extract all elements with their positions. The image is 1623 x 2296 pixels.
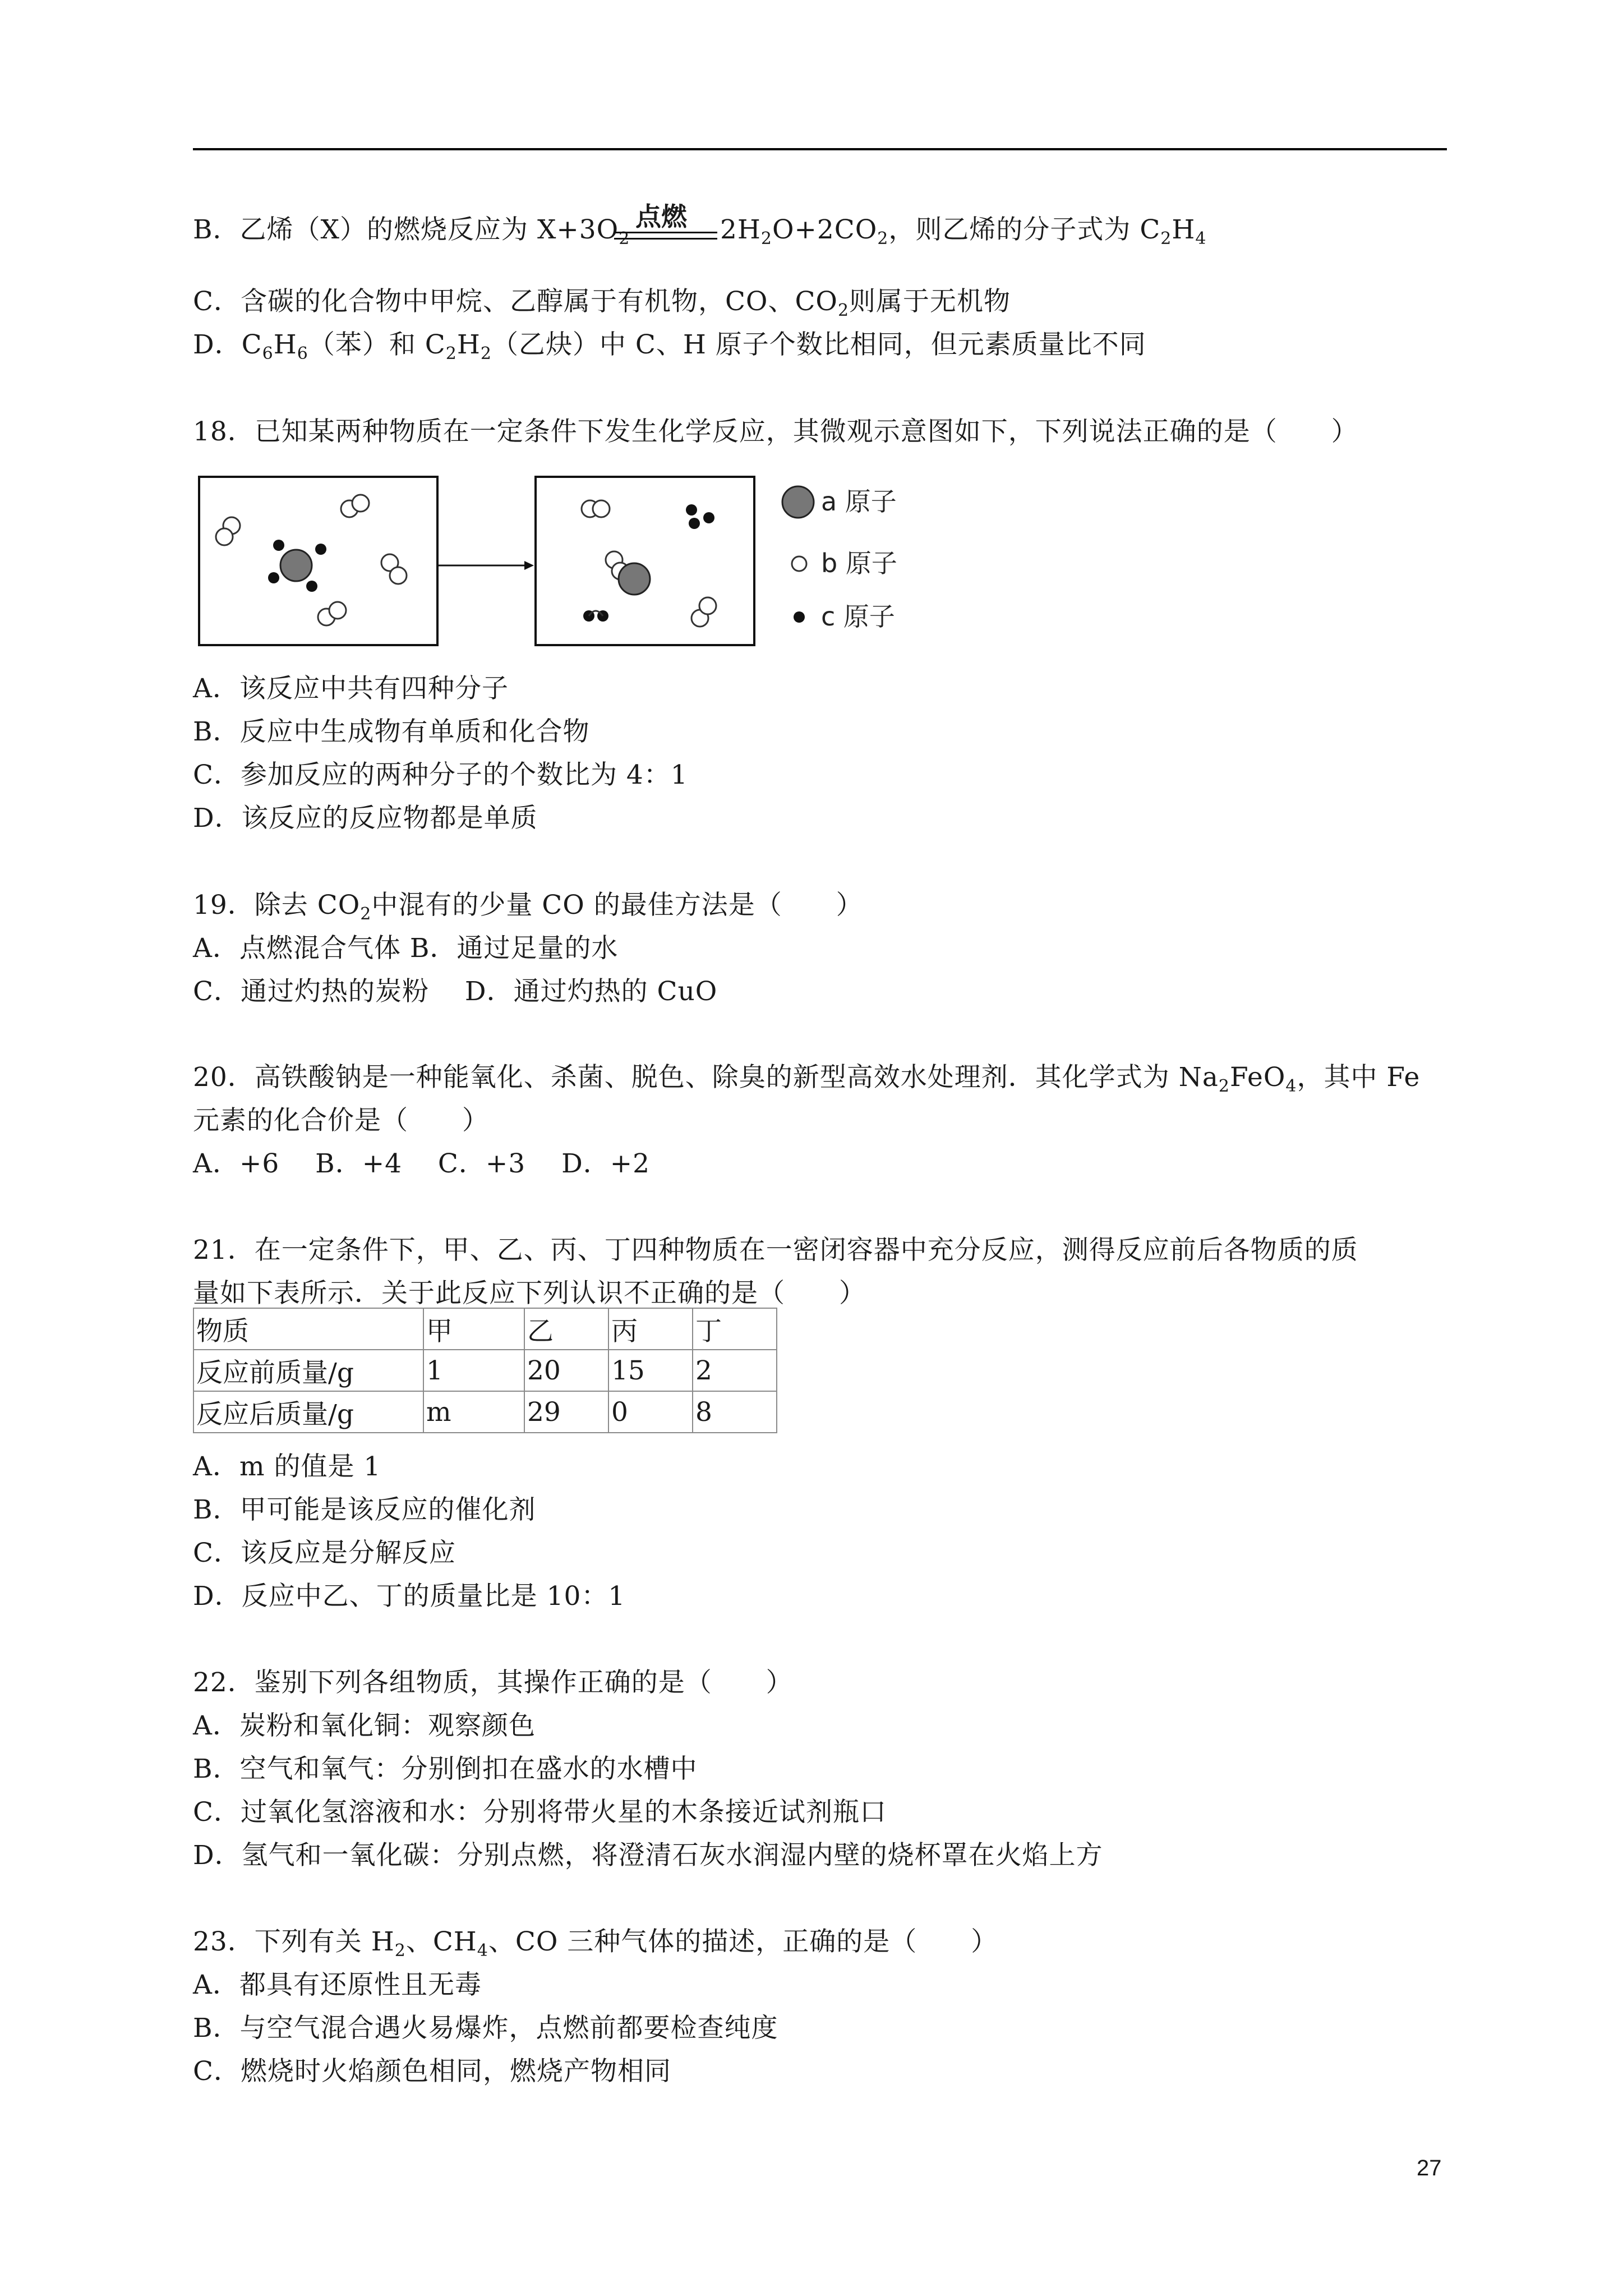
table-row: 反应后质量/g m 29 0 8 xyxy=(193,1391,777,1433)
product-box xyxy=(536,477,754,645)
q18-option-c: C．参加反应的两种分子的个数比为 4：1 xyxy=(193,760,688,790)
q17-option-b: B．乙烯（X）的燃烧反应为 $X+3O_2$ xyxy=(193,214,630,249)
q23-option-a: A．都具有还原性且无毒 xyxy=(193,1970,482,2000)
legend-c: c 原子 xyxy=(821,601,895,632)
legend-a-icon xyxy=(782,486,814,518)
q17b-reaction-condition: 点燃 xyxy=(635,201,687,232)
q23-option-b: B．与空气混合遇火易爆炸，点燃前都要检查纯度 xyxy=(193,2013,778,2044)
q21-option-b: B．甲可能是该反应的催化剂 xyxy=(193,1494,536,1525)
q17-option-b-products: $2H_2O+2CO_2$，则乙烯的分子式为 $C_2H_4$ xyxy=(720,214,1207,249)
header-rule xyxy=(193,148,1447,150)
q21-option-d: D．反应中乙、丁的质量比是 10：1 xyxy=(193,1581,626,1612)
q19-options-cd: C．通过灼热的炭粉 D．通过灼热的 CuO xyxy=(193,976,718,1007)
q17-option-d: D．$C_6H_6$（苯）和 $C_2H_2$（乙炔）中 C、H 原子个数比相同，但元素质量比不同 xyxy=(193,329,1146,364)
q23-stem: 23．下列有关 $H_2$、$CH_4$、CO 三种气体的描述，正确的是（ ） xyxy=(193,1926,998,1961)
q19-options-ab: A．点燃混合气体 B．通过足量的水 xyxy=(193,933,619,964)
q20-stem-1: 20．高铁酸钠是一种能氧化、杀菌、脱色、除臭的新型高效水处理剂．其化学式为 $Na_2FeO_4$，其中 Fe xyxy=(193,1062,1421,1096)
q21-stem-2: 量如下表所示．关于此反应下列认识不正确的是（ ） xyxy=(193,1278,866,1309)
legend-b-icon xyxy=(792,556,806,571)
q19-stem: 19．除去 $CO_2$中混有的少量 CO 的最佳方法是（ ） xyxy=(193,890,863,924)
q22-option-c: C．过氧化氢溶液和水：分别将带火星的木条接近试剂瓶口 xyxy=(193,1797,887,1828)
q17-option-c: C．含碳的化合物中甲烷、乙醇属于有机物，CO、$CO_2$则属于无机物 xyxy=(193,286,1011,320)
table-row: 物质 甲 乙 丙 丁 xyxy=(193,1308,777,1350)
legend-c-icon xyxy=(794,611,805,623)
q23-option-c: C．燃烧时火焰颜色相同，燃烧产物相同 xyxy=(193,2056,671,2087)
page-number: 27 xyxy=(1417,2156,1442,2180)
q21-option-a: A．m 的值是 1 xyxy=(193,1451,381,1482)
q18-option-b: B．反应中生成物有单质和化合物 xyxy=(193,716,590,747)
q22-stem: 22．鉴别下列各组物质，其操作正确的是（ ） xyxy=(193,1667,793,1698)
q17b-text-pre: B．乙烯（X）的燃烧反应为 X+3O xyxy=(193,214,619,245)
legend-b: b 原子 xyxy=(821,548,897,578)
q22-option-d: D．氢气和一氧化碳：分别点燃，将澄清石灰水润湿内壁的烧杯罩在火焰上方 xyxy=(193,1840,1103,1871)
q18-micro-diagram xyxy=(191,471,942,656)
q18-option-a: A．该反应中共有四种分子 xyxy=(193,673,509,704)
q21-option-c: C．该反应是分解反应 xyxy=(193,1538,456,1568)
legend-a: a 原子 xyxy=(821,486,897,517)
q20-options: A．+6 B．+4 C．+3 D．+2 xyxy=(193,1148,651,1179)
q22-option-b: B．空气和氧气：分别倒扣在盛水的水槽中 xyxy=(193,1754,698,1784)
table-row: 反应前质量/g 1 20 15 2 xyxy=(193,1350,777,1391)
q20-stem-2: 元素的化合价是（ ） xyxy=(193,1105,489,1136)
q17b-equals-sign xyxy=(614,232,717,240)
q22-option-a: A．炭粉和氧化铜：观察颜色 xyxy=(193,1710,536,1741)
q18-stem: 18．已知某两种物质在一定条件下发生化学反应，其微观示意图如下，下列说法正确的是（ ） xyxy=(193,416,1358,447)
q21-mass-table xyxy=(193,1308,777,1433)
q21-stem-1: 21．在一定条件下，甲、乙、丙、丁四种物质在一密闭容器中充分反应，测得反应前后各物质的质 xyxy=(193,1235,1358,1266)
q18-option-d: D．该反应的反应物都是单质 xyxy=(193,803,538,834)
